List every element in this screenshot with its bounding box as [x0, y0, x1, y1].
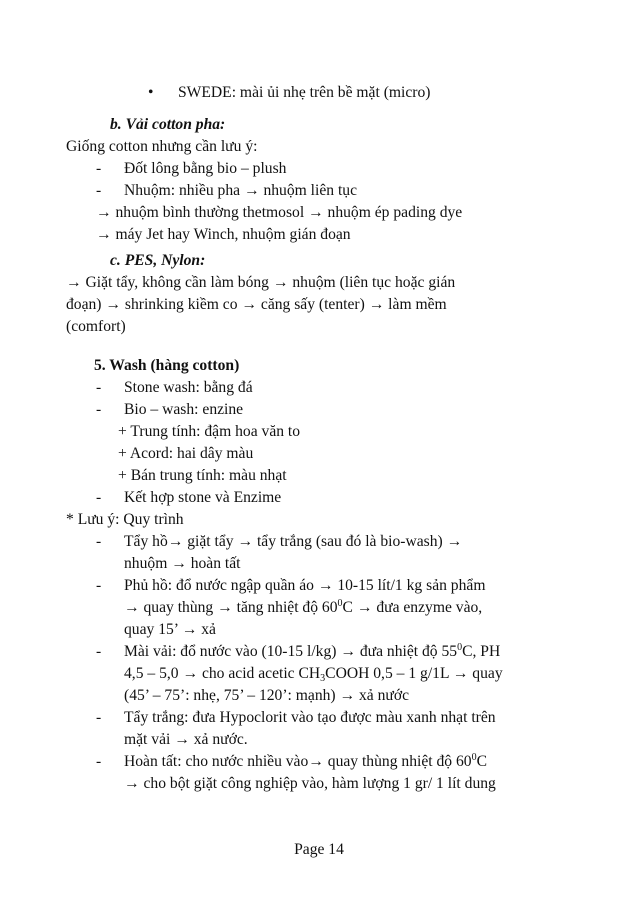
- wash-sub-2: + Acord: hai dây màu: [118, 445, 254, 462]
- dash-marker: -: [96, 160, 102, 177]
- dash-marker: -: [96, 401, 102, 418]
- dash-marker: -: [96, 753, 102, 770]
- wash-item-3: Kết hợp stone và Enzime: [124, 489, 282, 506]
- degree-superscript: 0: [457, 642, 463, 653]
- dash-marker: -: [96, 577, 102, 594]
- process-3-text-c: 4,5 – 5,0 → cho acid acetic CH: [124, 665, 321, 682]
- wash-sub-3: + Bán trung tính: màu nhạt: [118, 467, 287, 484]
- process-5-text-b: C: [476, 753, 487, 770]
- process-5-text-a: Hoàn tất: cho nước nhiều vào→ quay thùng nhiệt độ 60: [124, 753, 472, 770]
- process-note: * Lưu ý: Quy trình: [66, 511, 184, 528]
- process-3-line-2: [124, 663, 503, 685]
- degree-superscript: 0: [471, 752, 477, 763]
- process-3-text-d: COOH 0,5 – 1 g/1L → quay: [325, 665, 503, 682]
- section-c-line-1: → Giặt tẩy, không cần làm bóng → nhuộm (liên tục hoặc gián: [66, 274, 456, 291]
- wash-item-2: Bio – wash: enzine: [124, 401, 244, 418]
- process-2-line-1: Phủ hồ: đổ nước ngập quần áo → 10-15 lít/1 kg sản phẩm: [124, 577, 486, 594]
- process-2-line-3: quay 15’ → xả: [124, 621, 216, 638]
- dash-marker: -: [96, 533, 102, 550]
- section-c-title: c. PES, Nylon:: [110, 252, 206, 269]
- process-4-line-1: Tẩy trắng: đưa Hypoclorit vào tạo được màu xanh nhạt trên: [124, 709, 496, 726]
- page-number: Page 14: [294, 841, 344, 858]
- section-b-arrow-1: → nhuộm bình thường thetmosol → nhuộm ép pading dye: [96, 204, 463, 221]
- swede-line: SWEDE: mài ủi nhẹ trên bề mặt (micro): [178, 84, 431, 101]
- process-4-line-2: mặt vải → xả nước.: [124, 731, 248, 748]
- process-3-text-b: C, PH: [462, 643, 501, 660]
- process-2-line-2: [124, 597, 482, 619]
- section-b-item-2: Nhuộm: nhiều pha → nhuộm liên tục: [124, 182, 358, 199]
- section-c-line-2: đoạn) → shrinking kiềm co → căng sấy (tenter) → làm mềm: [66, 296, 447, 313]
- process-1-line-2: nhuộm → hoàn tất: [124, 555, 241, 572]
- chemical-subscript: 3: [320, 673, 326, 684]
- section-c-line-3: (comfort): [66, 318, 126, 335]
- dash-marker: -: [96, 379, 102, 396]
- process-5-line-1: [124, 751, 487, 773]
- process-1-line-1: Tẩy hồ→ giặt tẩy → tẩy trắng (sau đó là bio-wash) →: [124, 533, 463, 550]
- dash-marker: -: [96, 489, 102, 506]
- wash-sub-1: + Trung tính: đậm hoa văn to: [118, 423, 301, 440]
- wash-item-1: Stone wash: bằng đá: [124, 379, 253, 396]
- section-b-item-1: Đốt lông bằng bio – plush: [124, 160, 287, 177]
- wash-section-title: 5. Wash (hàng cotton): [94, 357, 240, 374]
- dash-marker: -: [96, 643, 102, 660]
- process-2-text-a: → quay thùng → tăng nhiệt độ 60: [124, 599, 338, 616]
- process-3-line-3: (45’ – 75’: nhẹ, 75’ – 120’: mạnh) → xả nước: [124, 687, 410, 704]
- process-3-line-1: [124, 641, 500, 663]
- dash-marker: -: [96, 182, 102, 199]
- process-2-text-b: C → đưa enzyme vào,: [342, 599, 483, 616]
- process-5-line-2: → cho bột giặt công nghiệp vào, hàm lượng 1 gr/ 1 lít dung: [124, 775, 496, 792]
- section-b-intro: Giống cotton nhưng cần lưu ý:: [66, 138, 258, 155]
- dash-marker: -: [96, 709, 102, 726]
- bullet-marker: •: [148, 84, 154, 101]
- section-b-arrow-2: → máy Jet hay Winch, nhuộm gián đoạn: [96, 226, 351, 243]
- process-3-text-a: Mài vải: đổ nước vào (10-15 l/kg) → đưa nhiệt độ 55: [124, 643, 458, 660]
- degree-superscript: 0: [337, 598, 343, 609]
- section-b-title: b. Vải cotton pha:: [110, 116, 226, 133]
